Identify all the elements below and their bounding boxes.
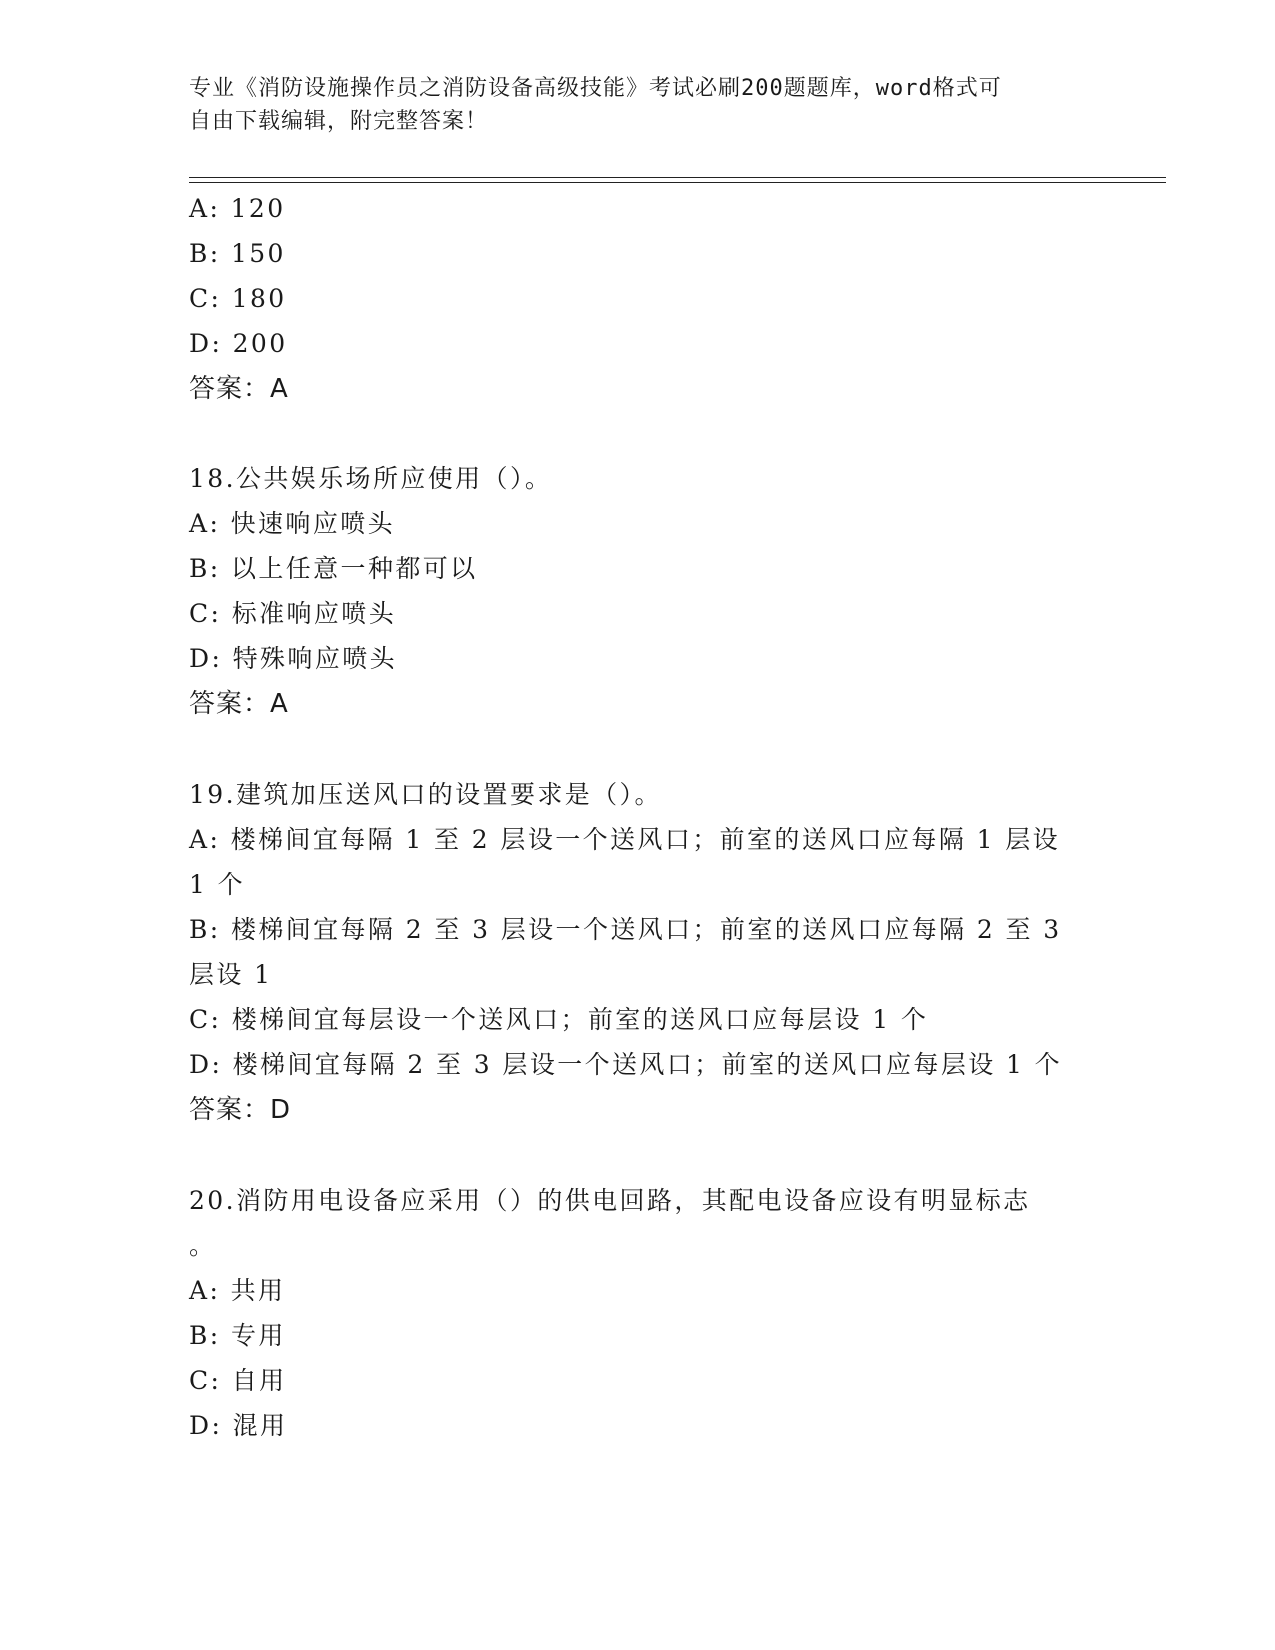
q18-option-c: C: 标准响应喷头 [189,599,397,628]
q17-option-b: B: 150 [189,239,286,268]
q17-option-a: A: 120 [189,194,286,223]
q20-option-b: B: 专用 [189,1321,286,1350]
q19-option-c: C: 楼梯间宜每层设一个送风口；前室的送风口应每层设 1 个 [189,1005,929,1034]
q20-option-a: A: 共用 [189,1276,286,1305]
q18-option-a: A: 快速响应喷头 [189,509,396,538]
header-line-2: 自由下载编辑，附完整答案！ [189,109,489,134]
q17-option-d: D: 200 [189,329,288,358]
q19-option-b: B: 楼梯间宜每隔 2 至 3 层设一个送风口；前室的送风口应每隔 2 至 3 [189,915,1062,944]
header-rule-top [189,177,1166,178]
q20-stem: 20.消防用电设备应采用（）的供电回路，其配电设备应设有明显标志 [189,1186,1031,1215]
q17-answer: 答案：A [189,374,289,404]
q20-stem-continued: 。 [189,1231,217,1260]
header-rule-bottom [189,182,1166,183]
q19-option-d: D: 楼梯间宜每隔 2 至 3 层设一个送风口；前室的送风口应每层设 1 个 [189,1050,1063,1079]
q19-option-a-continued: 1 个 [189,870,246,899]
q19-option-b-continued: 层设 1 [189,960,273,989]
document-header [189,72,1089,138]
q17-option-c: C: 180 [189,284,287,313]
q20-option-c: C: 自用 [189,1366,287,1395]
q18-option-d: D: 特殊响应喷头 [189,644,398,673]
header-line-1: 专业《消防设施操作员之消防设备高级技能》考试必刷200题题库，word格式可 [189,76,1002,101]
q18-stem: 18.公共娱乐场所应使用（）。 [189,464,553,493]
q20-option-d: D: 混用 [189,1411,288,1440]
q18-answer: 答案：A [189,689,289,719]
q19-option-a: A: 楼梯间宜每隔 1 至 2 层设一个送风口；前室的送风口应每隔 1 层设 [189,825,1061,854]
q19-answer: 答案：D [189,1095,292,1125]
q18-option-b: B: 以上任意一种都可以 [189,554,478,583]
q19-stem: 19.建筑加压送风口的设置要求是（）。 [189,780,662,809]
